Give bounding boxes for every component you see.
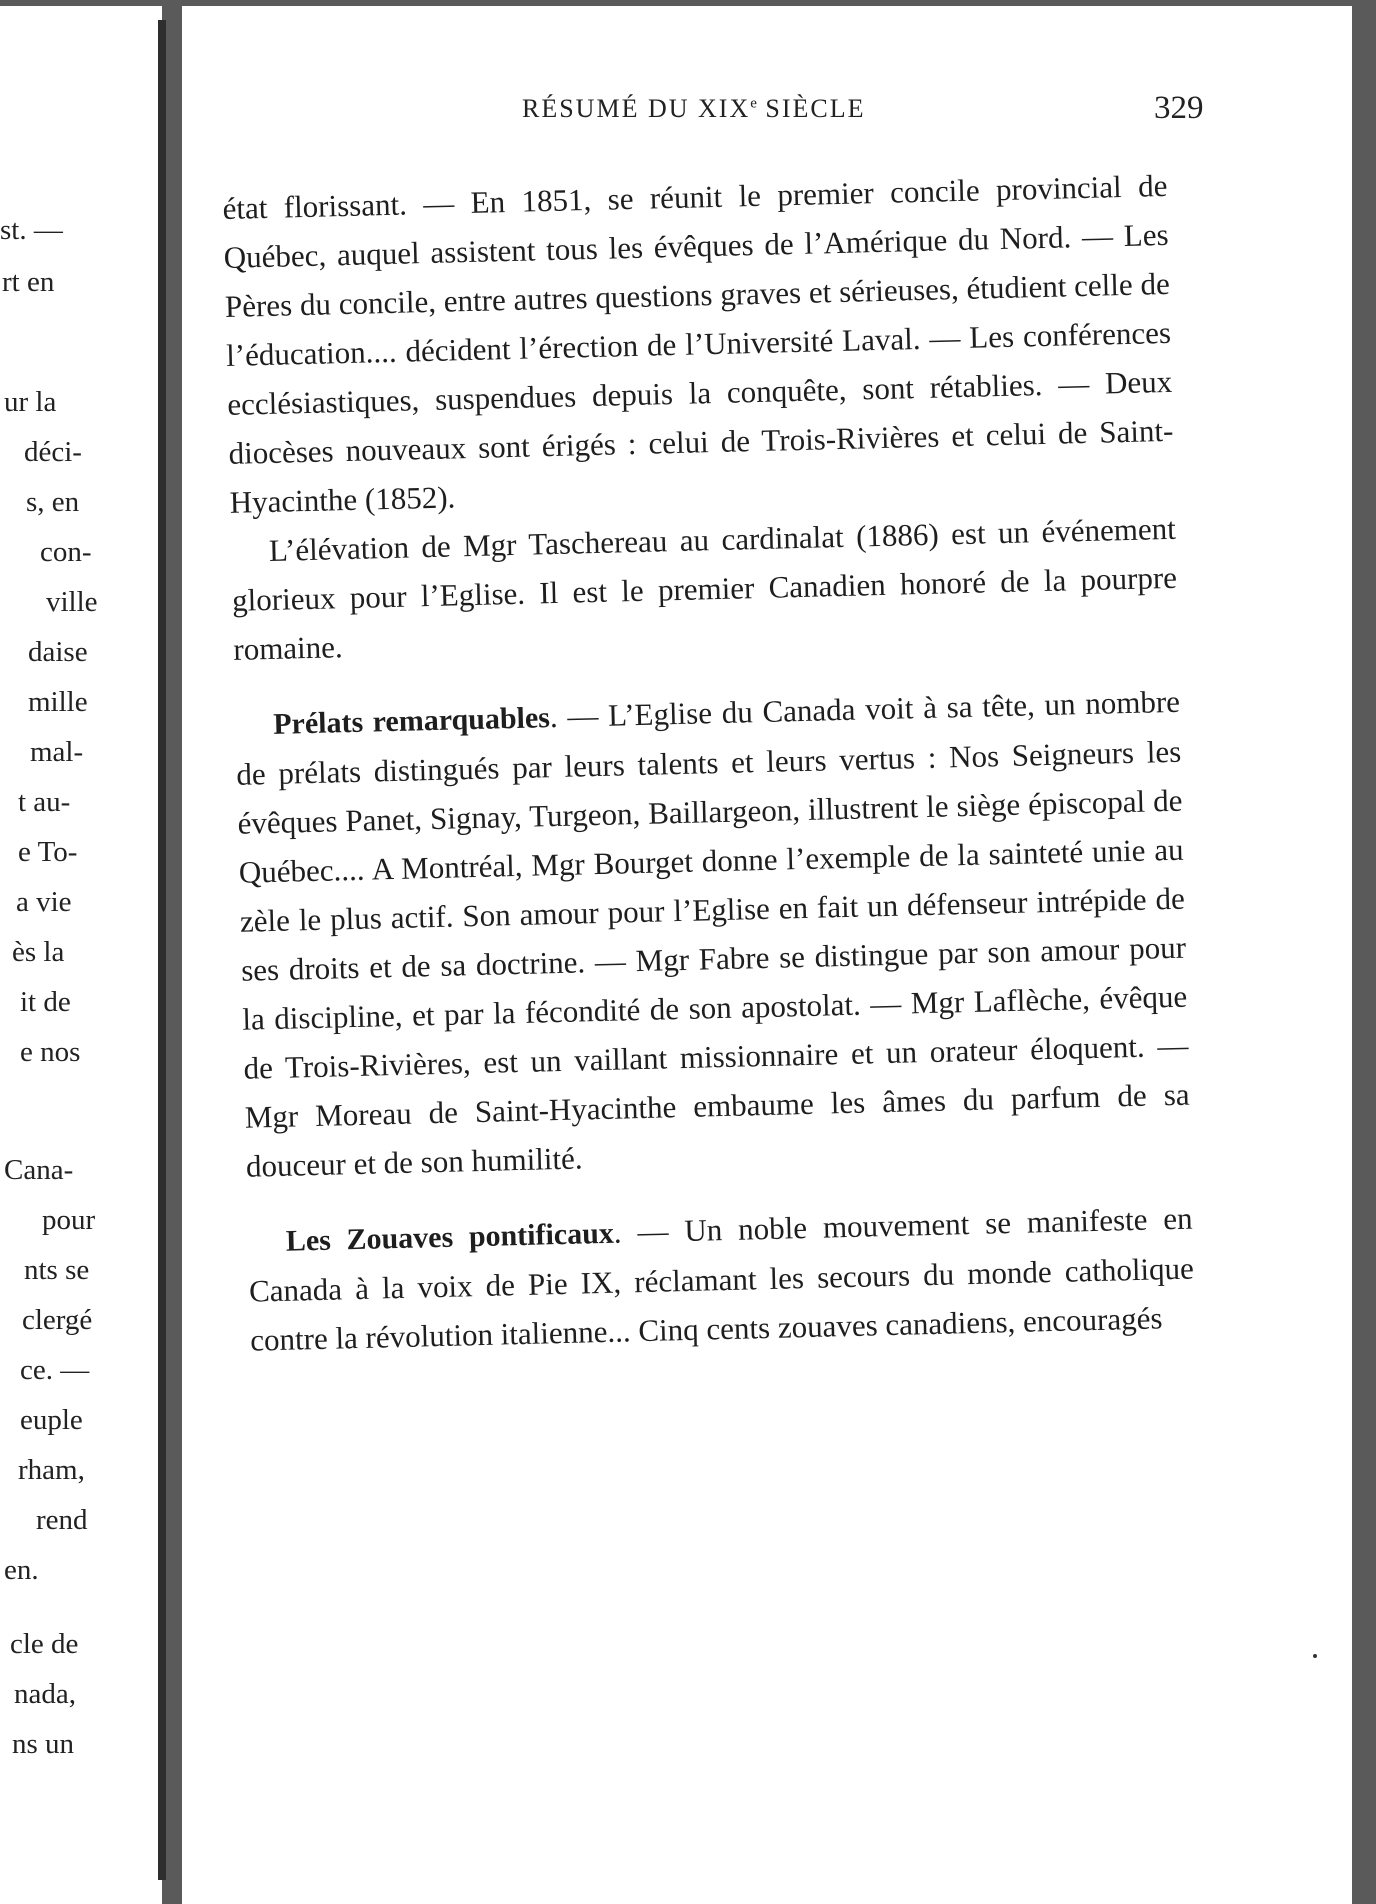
left-page-fragment: con-: [40, 536, 92, 568]
left-page-fragment: ur la: [4, 386, 57, 418]
left-page-fragment: mal-: [30, 736, 84, 768]
left-page-fragment: rt en: [2, 266, 55, 298]
left-page-fragment: ville: [46, 586, 98, 618]
left-page-fragment: Cana-: [4, 1154, 74, 1186]
left-page-fragment: pour: [42, 1204, 96, 1236]
left-page-fragment: ès la: [12, 936, 65, 968]
running-head-text: RÉSUMÉ DU XIX: [522, 94, 751, 123]
ink-speck: [1313, 1654, 1317, 1658]
left-page-fragment: a vie: [16, 886, 72, 918]
paragraph-text: . — L’Eglise du Canada voit à sa tête, un nombre de prélats distingués par leurs talents et leurs vertus : Nos Seigneurs les évêques Panet, Signay, Turgeon, Baillargeon, illustrent le siège épiscopal de Québec.... A Montréal, Mgr Bourget donne l’exemple de la sainteté unie au zèle le plus actif. Son amour pour l’Eglise en fait un défenseur intrépide de ses droits et de sa doctrine. — Mgr Fabre se distingue par son amour pour la discipline, et par la fécondité de son apostolat. — Mgr Laflèche, évêque de Trois-Rivières, est un vaillant missionnaire et un orateur éloquent. — Mgr Moreau de Saint-Hyacinthe embaume les âmes du parfum de sa douceur et de son humilité.: [235, 683, 1190, 1184]
left-page-fragment: en.: [4, 1554, 39, 1586]
page-number: 329: [1154, 90, 1204, 126]
section-paragraph: [247, 1194, 1195, 1365]
left-page-fragment: ns un: [12, 1728, 75, 1760]
left-page-fragment: nada,: [14, 1678, 76, 1710]
section-heading: Les Zouaves pontificaux: [285, 1216, 615, 1258]
left-page-fragment: clergé: [22, 1304, 93, 1336]
book-gutter: [158, 20, 166, 1880]
left-page-fragment: rend: [36, 1504, 88, 1536]
left-page-fragment: nts se: [24, 1254, 90, 1286]
left-page-fragment: s, en: [26, 486, 80, 518]
left-page-fragment: daise: [28, 636, 88, 668]
right-page: [182, 6, 1352, 1904]
section-heading: Prélats remarquables: [272, 701, 551, 741]
left-page-fragment: rham,: [18, 1454, 85, 1486]
left-page-fragment: déci-: [24, 436, 82, 468]
left-page-fragment: ce. —: [20, 1354, 90, 1386]
left-page-fragment: cle de: [10, 1628, 79, 1660]
running-head-tail: SIÈCLE: [756, 94, 866, 123]
left-page-fragment: mille: [28, 686, 88, 718]
left-page-edge: [0, 6, 162, 1904]
section-paragraph: [235, 677, 1192, 1191]
left-page-fragment: t au-: [18, 786, 71, 818]
paragraph-text: . — Un noble mouvement se manifeste en Canada à la voix de Pie IX, réclamant les secours du monde catholique contre la révolution italienne... Cinq cents zouaves canadiens, encouragés: [248, 1200, 1195, 1358]
running-head-superscript: e: [750, 95, 757, 112]
paragraph: état florissant. — En 1851, se réunit le premier concile provincial de Québec, auquel assistent tous les évêques de l’Amérique du Nord. — Les Pères du concile, entre autres questions graves et sérieuses, étudient celle de l’éducation.... décident l’érection de l’Université Laval. — Les conférences ecclésiastiques, suspendues depuis la conquête, sont rétablies. — Deux diocèses nouveaux sont érigés : celui de Trois-Rivières et celui de Saint-Hyacinthe (1852).: [222, 167, 1174, 520]
left-page-fragment: e To-: [18, 836, 78, 868]
left-page-fragment: it de: [20, 986, 71, 1018]
paragraph: L’élévation de Mgr Taschereau au cardinalat (1886) est un événement glorieux pour l’Eglise. Il est le premier Canadien honoré de la pourpre romaine.: [231, 510, 1178, 667]
body-text: [222, 161, 1196, 1365]
left-page-fragment: e nos: [20, 1036, 81, 1068]
left-page-fragment: st. —: [0, 214, 63, 246]
left-page-fragment: euple: [20, 1404, 83, 1436]
running-head: [522, 94, 866, 124]
